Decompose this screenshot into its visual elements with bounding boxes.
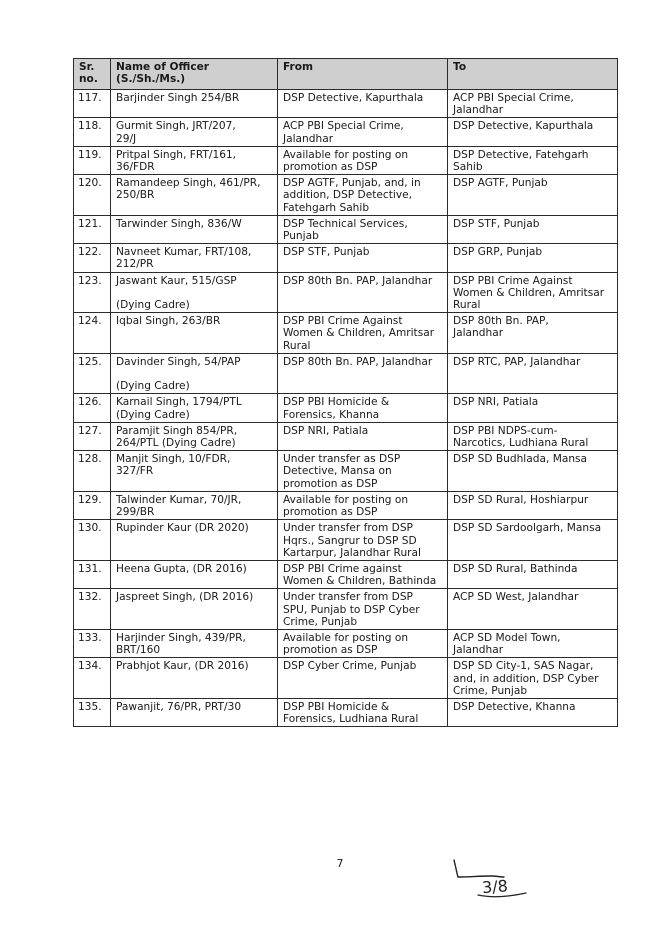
cell-sr-no: 134. bbox=[74, 658, 111, 699]
cell-officer-name: Tarwinder Singh, 836/W bbox=[111, 215, 278, 243]
header-sr-no: Sr. no. bbox=[74, 59, 111, 90]
cell-from: DSP Detective, Kapurthala bbox=[278, 90, 448, 118]
table-row bbox=[74, 118, 618, 146]
cell-officer-name: Karnail Singh, 1794/PTL (Dying Cadre) bbox=[111, 394, 278, 422]
cell-officer-name: Jaswant Kaur, 515/GSP (Dying Cadre) bbox=[111, 272, 278, 313]
cell-to: DSP NRI, Patiala bbox=[448, 394, 618, 422]
cell-officer-name: Heena Gupta, (DR 2016) bbox=[111, 560, 278, 588]
cell-officer-name: Iqbal Singh, 263/BR bbox=[111, 313, 278, 354]
cell-from: DSP PBI Crime Against Women & Children, Amritsar Rural bbox=[278, 313, 448, 354]
cell-sr-no: 133. bbox=[74, 629, 111, 657]
table-row bbox=[74, 244, 618, 272]
table-row bbox=[74, 353, 618, 394]
table-row bbox=[74, 272, 618, 313]
cell-to: DSP SD Rural, Bathinda bbox=[448, 560, 618, 588]
header-to: To bbox=[448, 59, 618, 90]
cell-sr-no: 122. bbox=[74, 244, 111, 272]
cell-sr-no: 124. bbox=[74, 313, 111, 354]
transfer-table bbox=[73, 58, 618, 727]
cell-from: Under transfer from DSP SPU, Punjab to DSP Cyber Crime, Punjab bbox=[278, 589, 448, 630]
cell-officer-name: Jaspreet Singh, (DR 2016) bbox=[111, 589, 278, 630]
page-number: 7 bbox=[336, 857, 344, 870]
cell-to: DSP SD Sardoolgarh, Mansa bbox=[448, 520, 618, 561]
table-header bbox=[74, 59, 618, 90]
cell-to: DSP 80th Bn. PAP, Jalandhar bbox=[448, 313, 618, 354]
cell-sr-no: 118. bbox=[74, 118, 111, 146]
cell-to: ACP PBI Special Crime, Jalandhar bbox=[448, 90, 618, 118]
table-row bbox=[74, 451, 618, 492]
cell-to: DSP Detective, Fatehgarh Sahib bbox=[448, 146, 618, 174]
cell-officer-name: Prabhjot Kaur, (DR 2016) bbox=[111, 658, 278, 699]
cell-sr-no: 132. bbox=[74, 589, 111, 630]
table-row bbox=[74, 520, 618, 561]
cell-sr-no: 130. bbox=[74, 520, 111, 561]
cell-to: DSP GRP, Punjab bbox=[448, 244, 618, 272]
cell-officer-name: Rupinder Kaur (DR 2020) bbox=[111, 520, 278, 561]
cell-officer-name: Manjit Singh, 10/FDR, 327/FR bbox=[111, 451, 278, 492]
cell-sr-no: 117. bbox=[74, 90, 111, 118]
cell-from: DSP PBI Homicide & Forensics, Ludhiana Rural bbox=[278, 698, 448, 726]
cell-sr-no: 125. bbox=[74, 353, 111, 394]
table-row bbox=[74, 422, 618, 450]
cell-officer-name: Pawanjit, 76/PR, PRT/30 bbox=[111, 698, 278, 726]
cell-to: ACP SD West, Jalandhar bbox=[448, 589, 618, 630]
header-from: From bbox=[278, 59, 448, 90]
table-row bbox=[74, 491, 618, 519]
cell-officer-name: Gurmit Singh, JRT/207, 29/J bbox=[111, 118, 278, 146]
cell-from: DSP STF, Punjab bbox=[278, 244, 448, 272]
table-row bbox=[74, 589, 618, 630]
cell-sr-no: 119. bbox=[74, 146, 111, 174]
table-row bbox=[74, 313, 618, 354]
table-row bbox=[74, 175, 618, 216]
cell-from: Available for posting on promotion as DSP bbox=[278, 146, 448, 174]
cell-to: DSP SD Rural, Hoshiarpur bbox=[448, 491, 618, 519]
cell-sr-no: 128. bbox=[74, 451, 111, 492]
cell-from: DSP Cyber Crime, Punjab bbox=[278, 658, 448, 699]
signature-date: 3/8 bbox=[481, 876, 509, 898]
cell-officer-name: Pritpal Singh, FRT/161, 36/FDR bbox=[111, 146, 278, 174]
table-row bbox=[74, 146, 618, 174]
cell-from: Under transfer from DSP Hqrs., Sangrur to DSP SD Kartarpur, Jalandhar Rural bbox=[278, 520, 448, 561]
cell-sr-no: 131. bbox=[74, 560, 111, 588]
table-row bbox=[74, 215, 618, 243]
table-body bbox=[74, 90, 618, 727]
header-name-of-officer: Name of Officer (S./Sh./Ms.) bbox=[111, 59, 278, 90]
cell-sr-no: 121. bbox=[74, 215, 111, 243]
cell-to: DSP PBI Crime Against Women & Children, Amritsar Rural bbox=[448, 272, 618, 313]
cell-officer-name: Talwinder Kumar, 70/JR, 299/BR bbox=[111, 491, 278, 519]
cell-officer-name: Harjinder Singh, 439/PR, BRT/160 bbox=[111, 629, 278, 657]
cell-from: Available for posting on promotion as DSP bbox=[278, 491, 448, 519]
cell-to: DSP AGTF, Punjab bbox=[448, 175, 618, 216]
cell-from: DSP 80th Bn. PAP, Jalandhar bbox=[278, 353, 448, 394]
cell-officer-name: Navneet Kumar, FRT/108, 212/PR bbox=[111, 244, 278, 272]
cell-sr-no: 123. bbox=[74, 272, 111, 313]
handwritten-signature bbox=[448, 846, 558, 906]
cell-sr-no: 120. bbox=[74, 175, 111, 216]
cell-to: DSP SD City-1, SAS Nagar, and, in addition, DSP Cyber Crime, Punjab bbox=[448, 658, 618, 699]
cell-officer-name: Paramjit Singh 854/PR, 264/PTL (Dying Cadre) bbox=[111, 422, 278, 450]
cell-from: DSP AGTF, Punjab, and, in addition, DSP Detective, Fatehgarh Sahib bbox=[278, 175, 448, 216]
cell-from: Available for posting on promotion as DSP bbox=[278, 629, 448, 657]
cell-officer-name: Barjinder Singh 254/BR bbox=[111, 90, 278, 118]
table-row bbox=[74, 698, 618, 726]
cell-officer-name: Davinder Singh, 54/PAP (Dying Cadre) bbox=[111, 353, 278, 394]
cell-to: DSP RTC, PAP, Jalandhar bbox=[448, 353, 618, 394]
cell-to: DSP Detective, Khanna bbox=[448, 698, 618, 726]
cell-from: DSP Technical Services, Punjab bbox=[278, 215, 448, 243]
table-row bbox=[74, 90, 618, 118]
table-row bbox=[74, 658, 618, 699]
cell-sr-no: 129. bbox=[74, 491, 111, 519]
cell-from: DSP PBI Homicide & Forensics, Khanna bbox=[278, 394, 448, 422]
cell-to: DSP STF, Punjab bbox=[448, 215, 618, 243]
cell-sr-no: 126. bbox=[74, 394, 111, 422]
table-row bbox=[74, 629, 618, 657]
cell-from: Under transfer as DSP Detective, Mansa on promotion as DSP bbox=[278, 451, 448, 492]
cell-sr-no: 127. bbox=[74, 422, 111, 450]
cell-officer-name: Ramandeep Singh, 461/PR, 250/BR bbox=[111, 175, 278, 216]
cell-from: DSP NRI, Patiala bbox=[278, 422, 448, 450]
table-row bbox=[74, 394, 618, 422]
cell-from: ACP PBI Special Crime, Jalandhar bbox=[278, 118, 448, 146]
cell-to: DSP PBI NDPS-cum- Narcotics, Ludhiana Rural bbox=[448, 422, 618, 450]
cell-to: DSP Detective, Kapurthala bbox=[448, 118, 618, 146]
cell-to: DSP SD Budhlada, Mansa bbox=[448, 451, 618, 492]
cell-from: DSP 80th Bn. PAP, Jalandhar bbox=[278, 272, 448, 313]
cell-from: DSP PBI Crime against Women & Children, Bathinda bbox=[278, 560, 448, 588]
cell-to: ACP SD Model Town, Jalandhar bbox=[448, 629, 618, 657]
table-row bbox=[74, 560, 618, 588]
cell-sr-no: 135. bbox=[74, 698, 111, 726]
